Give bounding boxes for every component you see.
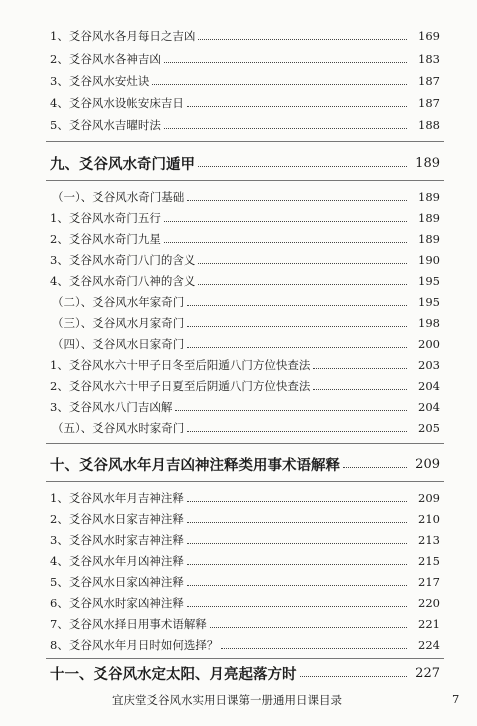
toc-entry-page: 187 — [418, 74, 440, 88]
toc-section-label: 九、爻谷风水奇门遁甲 — [50, 155, 195, 173]
toc-entry-label: 3、爻谷风水时家吉神注释 — [50, 533, 184, 547]
page-footer — [0, 692, 477, 712]
toc-entry-page: 204 — [418, 400, 440, 414]
toc-entry-label: 5、爻谷风水吉曜时法 — [50, 118, 161, 132]
page-number: 7 — [452, 692, 460, 706]
toc-entry-page: 189 — [418, 190, 440, 204]
toc-entry-page: 224 — [418, 638, 440, 652]
toc-section-label: 十一、爻谷风水定太阳、月亮起落方时 — [50, 665, 297, 683]
toc-entry-label: 1、爻谷风水六十甲子日冬至后阳遁八门方位快查法 — [50, 358, 311, 372]
toc-entry-page: 188 — [418, 118, 440, 132]
toc-entry-label: （一）、爻谷风水奇门基础 — [52, 190, 185, 204]
toc-entry-page: 189 — [418, 211, 440, 225]
toc-entry-page: 195 — [418, 274, 440, 288]
toc-entry-page: 198 — [418, 316, 440, 330]
toc-entry-label: （四）、爻谷风水日家奇门 — [52, 337, 185, 351]
toc-entry-label: 3、爻谷风水奇门八门的含义 — [50, 253, 196, 267]
toc-entry-page: 183 — [418, 52, 440, 66]
toc-entry-label: 1、爻谷风水年月吉神注释 — [50, 491, 184, 505]
toc-entry-label: （三）、爻谷风水月家奇门 — [52, 316, 185, 330]
toc-entry-label: 1、爻谷风水各月每日之吉凶 — [50, 29, 196, 43]
toc-entry-label: 2、爻谷风水各神吉凶 — [50, 52, 161, 66]
toc-entry-page: 217 — [418, 575, 440, 589]
toc-section-label: 十、爻谷风水年月吉凶神注释类用事术语解释 — [50, 456, 340, 474]
toc-entry-label: （五）、爻谷风水时家奇门 — [52, 421, 185, 435]
toc-entry-page: 190 — [418, 253, 440, 267]
toc-entry-page: 221 — [418, 617, 440, 631]
toc-entry-page: 205 — [418, 421, 440, 435]
toc-entry-label: 4、爻谷风水年月凶神注释 — [50, 554, 184, 568]
footer-title: 宜庆堂爻谷风水实用日课第一册通用日课目录 — [112, 693, 342, 707]
toc-entry-label: 4、爻谷风水设帐安床吉日 — [50, 96, 184, 110]
toc-entry-page: 215 — [418, 554, 440, 568]
toc-entry-label: 2、爻谷风水六十甲子日夏至后阴遁八门方位快查法 — [50, 379, 311, 393]
toc-entry-page: 195 — [418, 295, 440, 309]
toc-entry-page: 187 — [418, 96, 440, 110]
toc-entry-page: 220 — [418, 596, 440, 610]
toc-entry-label: 7、爻谷风水择日用事术语解释 — [50, 617, 207, 631]
toc-entry-page: 189 — [418, 232, 440, 246]
toc-section-page: 209 — [415, 456, 440, 472]
toc-section-page: 227 — [415, 665, 440, 681]
toc-entry-label: 3、爻谷风水八门吉凶解 — [50, 400, 173, 414]
toc-entry-label: 8、爻谷风水年月日时如何选择？ — [50, 638, 219, 652]
toc-entry-label: 5、爻谷风水日家凶神注释 — [50, 575, 184, 589]
toc-entry-page: 203 — [418, 358, 440, 372]
toc-entry-page: 200 — [418, 337, 440, 351]
toc-entry-page: 210 — [418, 512, 440, 526]
toc-entry-page: 213 — [418, 533, 440, 547]
toc-entry-page: 204 — [418, 379, 440, 393]
toc-entry-page: 209 — [418, 491, 440, 505]
toc-entry-label: （二）、爻谷风水年家奇门 — [52, 295, 185, 309]
toc-entry-label: 2、爻谷风水日家吉神注释 — [50, 512, 184, 526]
toc-entry-label: 4、爻谷风水奇门八神的含义 — [50, 274, 196, 288]
toc-entry-label: 3、爻谷风水安灶诀 — [50, 74, 150, 88]
toc-entry-label: 2、爻谷风水奇门九星 — [50, 232, 161, 246]
toc-section-page: 189 — [415, 155, 440, 171]
toc-entry-label: 6、爻谷风水时家凶神注释 — [50, 596, 184, 610]
toc-entry-label: 1、爻谷风水奇门五行 — [50, 211, 161, 225]
toc-entry-page: 169 — [418, 29, 440, 43]
